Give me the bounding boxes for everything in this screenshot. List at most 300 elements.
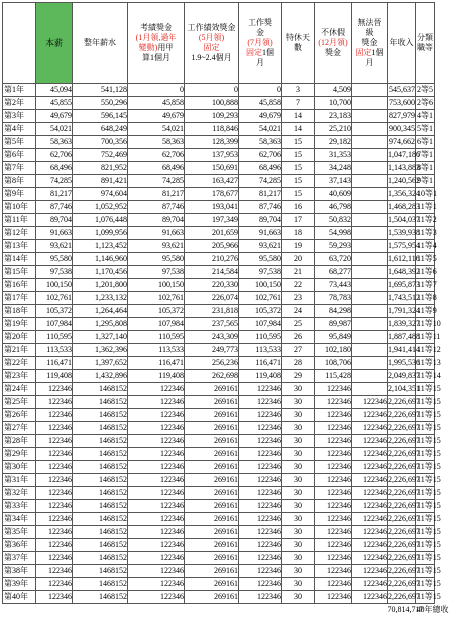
- cell-annual-income: 1,791,324: [388, 305, 416, 318]
- cell-year: 第4年: [3, 123, 36, 136]
- table-row: [3, 214, 435, 227]
- cell-unused-leave-bonus: 59,293: [315, 240, 352, 253]
- salary-spreadsheet: [2, 2, 449, 616]
- cell-work-efficiency-bonus: 118,846: [185, 123, 239, 136]
- header-text: (12月領): [318, 38, 348, 47]
- cell-base-salary: 74,285: [36, 175, 73, 188]
- cell-grade: 2等6: [416, 97, 435, 110]
- cell-work-efficiency-bonus: 269161: [185, 422, 239, 435]
- cell-year: 第12年: [3, 227, 36, 240]
- cell-annual-income: 827,979: [388, 110, 416, 123]
- cell-work-bonus: 87,746: [239, 201, 282, 214]
- cell-leave-days: 30: [282, 383, 315, 396]
- cell-year: 第30年: [3, 461, 36, 474]
- cell-grade: 11等15: [416, 578, 435, 591]
- cell-performance-bonus: 87,746: [128, 201, 185, 214]
- cell-performance-bonus: 122346: [128, 565, 185, 578]
- cell-no-promotion-bonus: [352, 110, 388, 123]
- cell-work-bonus: 81,217: [239, 188, 282, 201]
- cell-annual-salary: 1468152: [73, 578, 128, 591]
- cell-base-salary: 122346: [36, 552, 73, 565]
- cell-leave-days: 25: [282, 318, 315, 331]
- cell-work-efficiency-bonus: 269161: [185, 552, 239, 565]
- cell-annual-income: 1,887,488: [388, 331, 416, 344]
- cell-unused-leave-bonus: 122346: [315, 526, 352, 539]
- cell-year: 第9年: [3, 188, 36, 201]
- table-row: [3, 123, 435, 136]
- cell-annual-salary: 1,362,396: [73, 344, 128, 357]
- cell-leave-days: 30: [282, 409, 315, 422]
- cell-performance-bonus: 102,761: [128, 292, 185, 305]
- cell-annual-salary: 1468152: [73, 383, 128, 396]
- cell-annual-income: 1,539,938: [388, 227, 416, 240]
- cell-grade: 11等15: [416, 435, 435, 448]
- cell-year: 第19年: [3, 318, 36, 331]
- cell-work-bonus: 113,533: [239, 344, 282, 357]
- cell-no-promotion-bonus: [352, 123, 388, 136]
- header-grade: [416, 3, 435, 84]
- cell-annual-salary: 1468152: [73, 487, 128, 500]
- cell-work-efficiency-bonus: 214,584: [185, 266, 239, 279]
- cell-work-bonus: 122346: [239, 487, 282, 500]
- cell-annual-salary: 550,296: [73, 97, 128, 110]
- cell-annual-income: 974,662: [388, 136, 416, 149]
- cell-work-efficiency-bonus: 0: [185, 84, 239, 97]
- cell-base-salary: 122346: [36, 578, 73, 591]
- cell-base-salary: 81,217: [36, 188, 73, 201]
- cell-unused-leave-bonus: 122346: [315, 578, 352, 591]
- cell-work-efficiency-bonus: 269161: [185, 539, 239, 552]
- cell-annual-income: 2,226,697: [388, 487, 416, 500]
- cell-performance-bonus: 122346: [128, 552, 185, 565]
- cell-work-efficiency-bonus: 269161: [185, 591, 239, 604]
- cell-base-salary: 105,372: [36, 305, 73, 318]
- cell-performance-bonus: 74,285: [128, 175, 185, 188]
- cell-annual-salary: 1,170,456: [73, 266, 128, 279]
- cell-annual-income: 2,226,697: [388, 578, 416, 591]
- cell-annual-income: 1,047,186: [388, 149, 416, 162]
- cell-grade: 11等15: [416, 526, 435, 539]
- cell-leave-days: 30: [282, 526, 315, 539]
- cell-year: 第10年: [3, 201, 36, 214]
- cell-unused-leave-bonus: 122346: [315, 539, 352, 552]
- header-text: 級: [365, 28, 374, 37]
- header-text: 不休假: [321, 28, 345, 37]
- cell-year: 第35年: [3, 526, 36, 539]
- table-row: [3, 344, 435, 357]
- cell-annual-income: 2,226,697: [388, 448, 416, 461]
- table-row: [3, 448, 435, 461]
- cell-unused-leave-bonus: 68,277: [315, 266, 352, 279]
- cell-base-salary: 102,761: [36, 292, 73, 305]
- cell-unused-leave-bonus: 40,609: [315, 188, 352, 201]
- cell-annual-salary: 1,233,132: [73, 292, 128, 305]
- cell-base-salary: 122346: [36, 591, 73, 604]
- cell-annual-income: 2,226,697: [388, 409, 416, 422]
- cell-no-promotion-bonus: [352, 149, 388, 162]
- cell-leave-days: 24: [282, 305, 315, 318]
- cell-work-bonus: 122346: [239, 461, 282, 474]
- cell-work-efficiency-bonus: 262,698: [185, 370, 239, 383]
- header-row: [3, 3, 435, 84]
- cell-work-efficiency-bonus: 269161: [185, 383, 239, 396]
- cell-annual-salary: 1468152: [73, 591, 128, 604]
- cell-work-bonus: 122346: [239, 565, 282, 578]
- cell-grade: 11等13: [416, 357, 435, 370]
- cell-work-efficiency-bonus: 269161: [185, 461, 239, 474]
- cell-work-bonus: 100,150: [239, 279, 282, 292]
- cell-grade: 11等5: [416, 253, 435, 266]
- cell-base-salary: 110,595: [36, 331, 73, 344]
- cell-base-salary: 122346: [36, 422, 73, 435]
- cell-annual-salary: 1468152: [73, 409, 128, 422]
- cell-unused-leave-bonus: 31,353: [315, 149, 352, 162]
- cell-annual-salary: 1,432,896: [73, 370, 128, 383]
- cell-base-salary: 91,663: [36, 227, 73, 240]
- cell-no-promotion-bonus: [352, 253, 388, 266]
- header-text: 固定: [246, 48, 262, 57]
- cell-leave-days: 30: [282, 539, 315, 552]
- cell-work-bonus: 74,285: [239, 175, 282, 188]
- cell-unused-leave-bonus: 122346: [315, 552, 352, 565]
- cell-leave-days: 21: [282, 266, 315, 279]
- cell-year: 第15年: [3, 266, 36, 279]
- cell-grade: 10等1: [416, 188, 435, 201]
- cell-annual-income: 2,226,697: [388, 552, 416, 565]
- cell-unused-leave-bonus: 29,182: [315, 136, 352, 149]
- cell-unused-leave-bonus: 122346: [315, 565, 352, 578]
- cell-base-salary: 113,533: [36, 344, 73, 357]
- table-row: [3, 591, 435, 604]
- cell-no-promotion-bonus: 122346: [352, 448, 388, 461]
- cell-performance-bonus: 122346: [128, 409, 185, 422]
- cell-performance-bonus: 58,363: [128, 136, 185, 149]
- cell-base-salary: 58,363: [36, 136, 73, 149]
- cell-leave-days: 30: [282, 487, 315, 500]
- cell-leave-days: 30: [282, 448, 315, 461]
- header-text: 固定: [203, 43, 220, 52]
- cell-unused-leave-bonus: 25,210: [315, 123, 352, 136]
- table-row: [3, 227, 435, 240]
- cell-work-bonus: 122346: [239, 552, 282, 565]
- cell-annual-income: 2,226,697: [388, 422, 416, 435]
- cell-grade: 6等1: [416, 136, 435, 149]
- cell-base-salary: 49,679: [36, 110, 73, 123]
- cell-work-bonus: 116,471: [239, 357, 282, 370]
- cell-unused-leave-bonus: 54,998: [315, 227, 352, 240]
- table-row: [3, 487, 435, 500]
- cell-performance-bonus: 97,538: [128, 266, 185, 279]
- table-row: [3, 513, 435, 526]
- cell-no-promotion-bonus: 122346: [352, 409, 388, 422]
- cell-annual-salary: 1468152: [73, 474, 128, 487]
- cell-year: 第1年: [3, 84, 36, 97]
- cell-no-promotion-bonus: 122346: [352, 539, 388, 552]
- cell-grade: 11等15: [416, 474, 435, 487]
- cell-year: 第20年: [3, 331, 36, 344]
- cell-no-promotion-bonus: [352, 97, 388, 110]
- cell-annual-salary: 1,052,952: [73, 201, 128, 214]
- header-text: 用甲: [157, 43, 174, 52]
- table-row: [3, 253, 435, 266]
- cell-performance-bonus: 122346: [128, 513, 185, 526]
- cell-work-bonus: 122346: [239, 591, 282, 604]
- table-row: [3, 292, 435, 305]
- header-text: 1個: [262, 48, 274, 57]
- cell-year: 第23年: [3, 370, 36, 383]
- header-annual-salary: 整年薪水: [73, 3, 128, 84]
- cell-performance-bonus: 122346: [128, 487, 185, 500]
- cell-base-salary: 119,408: [36, 370, 73, 383]
- cell-base-salary: 107,984: [36, 318, 73, 331]
- cell-unused-leave-bonus: 122346: [315, 409, 352, 422]
- cell-annual-salary: 1,076,448: [73, 214, 128, 227]
- cell-leave-days: 30: [282, 474, 315, 487]
- cell-work-efficiency-bonus: 249,773: [185, 344, 239, 357]
- cell-unused-leave-bonus: 63,720: [315, 253, 352, 266]
- cell-annual-income: 1,941,414: [388, 344, 416, 357]
- table-row: [3, 383, 435, 396]
- cell-base-salary: 68,496: [36, 162, 73, 175]
- cell-unused-leave-bonus: 122346: [315, 435, 352, 448]
- cell-annual-salary: 1468152: [73, 461, 128, 474]
- cell-unused-leave-bonus: 115,428: [315, 370, 352, 383]
- cell-unused-leave-bonus: 23,183: [315, 110, 352, 123]
- cell-leave-days: 22: [282, 279, 315, 292]
- cell-performance-bonus: 68,496: [128, 162, 185, 175]
- cell-annual-income: 2,226,697: [388, 461, 416, 474]
- cell-work-bonus: 105,372: [239, 305, 282, 318]
- cell-work-bonus: 122346: [239, 396, 282, 409]
- cell-annual-salary: 1468152: [73, 552, 128, 565]
- cell-annual-salary: 596,145: [73, 110, 128, 123]
- cell-year: 第39年: [3, 578, 36, 591]
- cell-no-promotion-bonus: [352, 344, 388, 357]
- header-text: 固定: [355, 48, 372, 57]
- cell-work-bonus: 122346: [239, 383, 282, 396]
- cell-work-bonus: 45,858: [239, 97, 282, 110]
- cell-year: 第28年: [3, 435, 36, 448]
- header-text: 1.9~2.4個月: [191, 53, 232, 62]
- cell-grade: 5等1: [416, 123, 435, 136]
- cell-performance-bonus: 122346: [128, 448, 185, 461]
- cell-grade: 11等7: [416, 279, 435, 292]
- cell-no-promotion-bonus: 122346: [352, 422, 388, 435]
- total-label: 40年總收: [416, 605, 449, 614]
- cell-work-bonus: 62,706: [239, 149, 282, 162]
- cell-base-salary: 122346: [36, 513, 73, 526]
- header-performance-bonus: [128, 3, 185, 84]
- cell-work-bonus: 102,761: [239, 292, 282, 305]
- cell-base-salary: 122346: [36, 539, 73, 552]
- cell-leave-days: 14: [282, 123, 315, 136]
- cell-base-salary: 116,471: [36, 357, 73, 370]
- header-text: 工作績效獎金: [187, 23, 236, 32]
- cell-performance-bonus: 54,021: [128, 123, 185, 136]
- cell-year: 第14年: [3, 253, 36, 266]
- cell-unused-leave-bonus: 37,143: [315, 175, 352, 188]
- cell-leave-days: 15: [282, 175, 315, 188]
- cell-base-salary: 62,706: [36, 149, 73, 162]
- cell-work-efficiency-bonus: 210,276: [185, 253, 239, 266]
- table-row: [3, 305, 435, 318]
- cell-annual-salary: 648,249: [73, 123, 128, 136]
- cell-base-salary: 122346: [36, 487, 73, 500]
- cell-leave-days: 3: [282, 84, 315, 97]
- cell-work-efficiency-bonus: 197,349: [185, 214, 239, 227]
- cell-year: 第17年: [3, 292, 36, 305]
- table-row: [3, 539, 435, 552]
- cell-annual-income: 1,575,954: [388, 240, 416, 253]
- cell-work-bonus: 89,704: [239, 214, 282, 227]
- cell-year: 第8年: [3, 175, 36, 188]
- cell-performance-bonus: 122346: [128, 578, 185, 591]
- cell-performance-bonus: 107,984: [128, 318, 185, 331]
- cell-work-bonus: 107,984: [239, 318, 282, 331]
- cell-leave-days: 15: [282, 149, 315, 162]
- cell-year: 第31年: [3, 474, 36, 487]
- cell-no-promotion-bonus: 122346: [352, 435, 388, 448]
- total-row: [3, 604, 435, 617]
- cell-performance-bonus: 122346: [128, 461, 185, 474]
- cell-base-salary: 122346: [36, 461, 73, 474]
- cell-work-efficiency-bonus: 243,309: [185, 331, 239, 344]
- cell-base-salary: 95,580: [36, 253, 73, 266]
- cell-unused-leave-bonus: 50,832: [315, 214, 352, 227]
- cell-no-promotion-bonus: [352, 201, 388, 214]
- cell-grade: 11等14: [416, 370, 435, 383]
- cell-annual-income: 2,226,697: [388, 591, 416, 604]
- cell-no-promotion-bonus: 122346: [352, 396, 388, 409]
- total-value: 70,814,717: [387, 605, 424, 614]
- header-text: 1個: [371, 48, 384, 57]
- cell-grade: 11等4: [416, 240, 435, 253]
- table-row: [3, 318, 435, 331]
- cell-annual-salary: 1,123,452: [73, 240, 128, 253]
- cell-unused-leave-bonus: 78,783: [315, 292, 352, 305]
- cell-work-efficiency-bonus: 178,677: [185, 188, 239, 201]
- cell-annual-income: 2,226,697: [388, 513, 416, 526]
- cell-base-salary: 122346: [36, 396, 73, 409]
- cell-work-efficiency-bonus: 269161: [185, 500, 239, 513]
- cell-grade: 11等15: [416, 448, 435, 461]
- cell-year: 第32年: [3, 487, 36, 500]
- table-row: [3, 370, 435, 383]
- cell-annual-income: 1,356,324: [388, 188, 416, 201]
- cell-work-bonus: 122346: [239, 448, 282, 461]
- cell-leave-days: 30: [282, 461, 315, 474]
- cell-annual-salary: 1,146,960: [73, 253, 128, 266]
- cell-work-bonus: 119,408: [239, 370, 282, 383]
- cell-unused-leave-bonus: 122346: [315, 396, 352, 409]
- table-row: [3, 435, 435, 448]
- cell-annual-income: 2,226,697: [388, 396, 416, 409]
- cell-performance-bonus: 122346: [128, 435, 185, 448]
- cell-year: 第3年: [3, 110, 36, 123]
- cell-grade: 11等11: [416, 331, 435, 344]
- header-text: 獎金: [325, 48, 341, 57]
- table-row: [3, 422, 435, 435]
- cell-performance-bonus: 95,580: [128, 253, 185, 266]
- cell-performance-bonus: 62,706: [128, 149, 185, 162]
- cell-base-salary: 87,746: [36, 201, 73, 214]
- header-work-bonus: [239, 3, 282, 84]
- cell-grade: 11等15: [416, 565, 435, 578]
- cell-year: 第24年: [3, 383, 36, 396]
- table-row: [3, 136, 435, 149]
- cell-work-efficiency-bonus: 269161: [185, 513, 239, 526]
- cell-base-salary: 45,855: [36, 97, 73, 110]
- cell-performance-bonus: 0: [128, 84, 185, 97]
- cell-leave-days: 30: [282, 396, 315, 409]
- cell-no-promotion-bonus: 122346: [352, 461, 388, 474]
- cell-base-salary: 122346: [36, 383, 73, 396]
- cell-work-bonus: 122346: [239, 435, 282, 448]
- cell-no-promotion-bonus: [352, 266, 388, 279]
- cell-annual-income: 1,695,873: [388, 279, 416, 292]
- cell-performance-bonus: 116,471: [128, 357, 185, 370]
- cell-unused-leave-bonus: 122346: [315, 591, 352, 604]
- cell-annual-income: 2,226,697: [388, 526, 416, 539]
- header-work-efficiency-bonus: [185, 3, 239, 84]
- total-spacer: [3, 604, 388, 617]
- cell-work-bonus: 91,663: [239, 227, 282, 240]
- cell-grade: 11等15: [416, 591, 435, 604]
- cell-performance-bonus: 122346: [128, 539, 185, 552]
- cell-grade: 11等10: [416, 318, 435, 331]
- cell-work-bonus: 122346: [239, 578, 282, 591]
- cell-base-salary: 122346: [36, 565, 73, 578]
- header-text: 職等: [417, 43, 433, 52]
- header-text: 分類: [417, 33, 433, 42]
- table-row: [3, 279, 435, 292]
- cell-annual-income: 1,468,283: [388, 201, 416, 214]
- cell-no-promotion-bonus: [352, 214, 388, 227]
- cell-work-efficiency-bonus: 269161: [185, 474, 239, 487]
- cell-grade: 11等15: [416, 500, 435, 513]
- cell-work-efficiency-bonus: 205,966: [185, 240, 239, 253]
- cell-work-bonus: 95,580: [239, 253, 282, 266]
- table-row: [3, 149, 435, 162]
- header-text: 獎金: [361, 38, 378, 47]
- cell-grade: 11等15: [416, 396, 435, 409]
- cell-annual-salary: 1,264,464: [73, 305, 128, 318]
- cell-performance-bonus: 81,217: [128, 188, 185, 201]
- cell-annual-salary: 891,421: [73, 175, 128, 188]
- cell-leave-days: 30: [282, 565, 315, 578]
- cell-annual-income: 2,226,697: [388, 565, 416, 578]
- table-row: [3, 565, 435, 578]
- cell-unused-leave-bonus: 46,798: [315, 201, 352, 214]
- cell-unused-leave-bonus: 122346: [315, 487, 352, 500]
- cell-leave-days: 30: [282, 552, 315, 565]
- cell-year: 第5年: [3, 136, 36, 149]
- header-base-salary: 本薪: [36, 3, 73, 84]
- table-row: [3, 201, 435, 214]
- cell-year: 第25年: [3, 396, 36, 409]
- cell-grade: 11等15: [416, 487, 435, 500]
- cell-grade: 2等5: [416, 84, 435, 97]
- cell-base-salary: 122346: [36, 435, 73, 448]
- cell-year: 第7年: [3, 162, 36, 175]
- cell-no-promotion-bonus: [352, 292, 388, 305]
- cell-grade: 11等15: [416, 513, 435, 526]
- cell-performance-bonus: 100,150: [128, 279, 185, 292]
- cell-no-promotion-bonus: 122346: [352, 591, 388, 604]
- cell-performance-bonus: 122346: [128, 591, 185, 604]
- cell-work-efficiency-bonus: 220,330: [185, 279, 239, 292]
- cell-grade: 11等2: [416, 214, 435, 227]
